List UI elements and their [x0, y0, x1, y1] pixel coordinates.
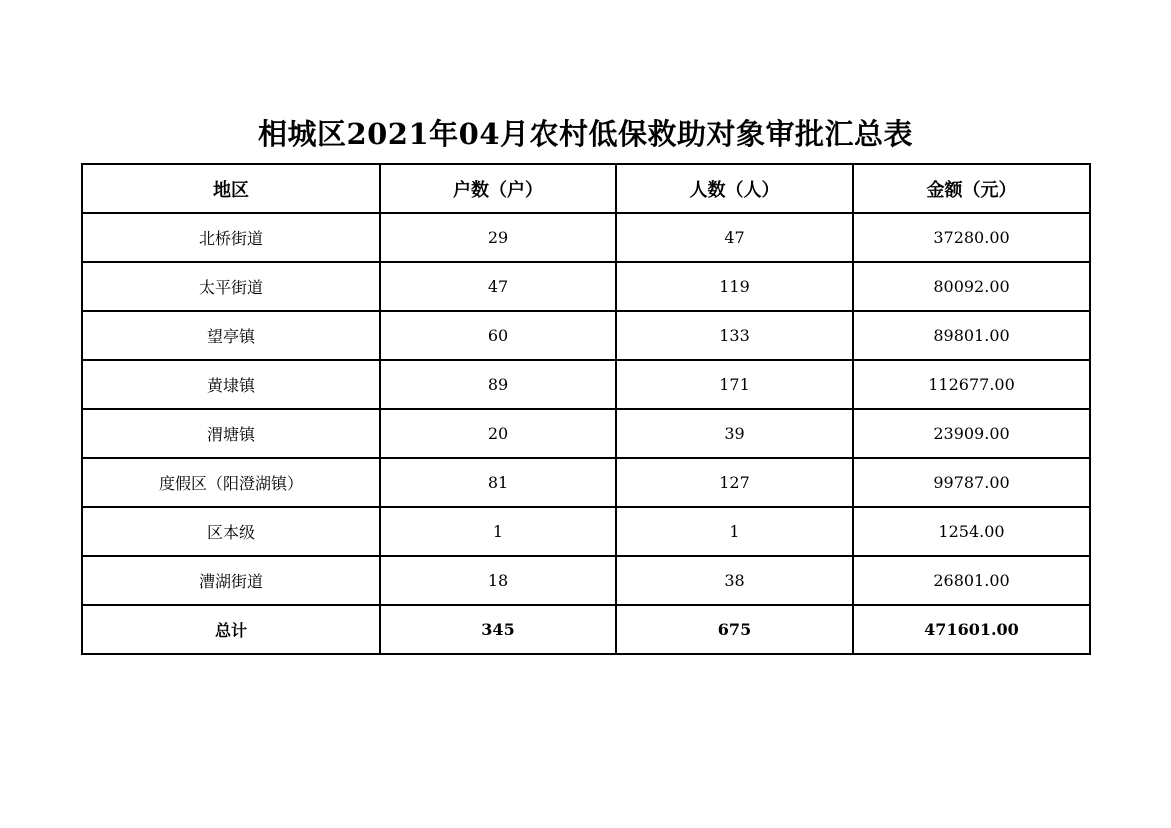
cell-persons: 171: [616, 360, 853, 409]
cell-amount: 99787.00: [853, 458, 1090, 507]
table-row: [82, 360, 1090, 409]
table-row: [82, 262, 1090, 311]
cell-households: 20: [380, 409, 616, 458]
cell-amount: 37280.00: [853, 213, 1090, 262]
cell-households: 29: [380, 213, 616, 262]
table-row: [82, 409, 1090, 458]
cell-persons: 127: [616, 458, 853, 507]
cell-amount: 112677.00: [853, 360, 1090, 409]
cell-persons: 38: [616, 556, 853, 605]
header-persons: 人数（人）: [616, 164, 853, 213]
cell-region: 太平街道: [82, 262, 380, 311]
total-row: [82, 605, 1090, 654]
cell-region: 黄埭镇: [82, 360, 380, 409]
table-row: [82, 311, 1090, 360]
cell-amount: 89801.00: [853, 311, 1090, 360]
summary-table: [81, 163, 1091, 655]
cell-persons: 1: [616, 507, 853, 556]
total-amount: 471601.00: [853, 605, 1090, 654]
cell-persons: 119: [616, 262, 853, 311]
cell-persons: 133: [616, 311, 853, 360]
cell-persons: 39: [616, 409, 853, 458]
header-households: 户数（户）: [380, 164, 616, 213]
cell-amount: 23909.00: [853, 409, 1090, 458]
total-persons: 675: [616, 605, 853, 654]
total-households: 345: [380, 605, 616, 654]
cell-amount: 80092.00: [853, 262, 1090, 311]
table-row: [82, 556, 1090, 605]
cell-households: 47: [380, 262, 616, 311]
cell-amount: 26801.00: [853, 556, 1090, 605]
cell-households: 18: [380, 556, 616, 605]
cell-households: 1: [380, 507, 616, 556]
cell-region: 漕湖街道: [82, 556, 380, 605]
cell-region: 渭塘镇: [82, 409, 380, 458]
cell-region: 望亭镇: [82, 311, 380, 360]
table-row: [82, 507, 1090, 556]
cell-amount: 1254.00: [853, 507, 1090, 556]
cell-households: 81: [380, 458, 616, 507]
table-row: [82, 458, 1090, 507]
document-title: 相城区2021年04月农村低保救助对象审批汇总表: [257, 117, 914, 151]
cell-households: 89: [380, 360, 616, 409]
table-header-row: [82, 164, 1090, 213]
cell-persons: 47: [616, 213, 853, 262]
cell-region: 区本级: [82, 507, 380, 556]
header-region: 地区: [82, 164, 380, 213]
cell-region: 北桥街道: [82, 213, 380, 262]
table-row: [82, 213, 1090, 262]
total-label: 总计: [82, 605, 380, 654]
cell-region: 度假区（阳澄湖镇）: [82, 458, 380, 507]
cell-households: 60: [380, 311, 616, 360]
header-amount: 金额（元）: [853, 164, 1090, 213]
